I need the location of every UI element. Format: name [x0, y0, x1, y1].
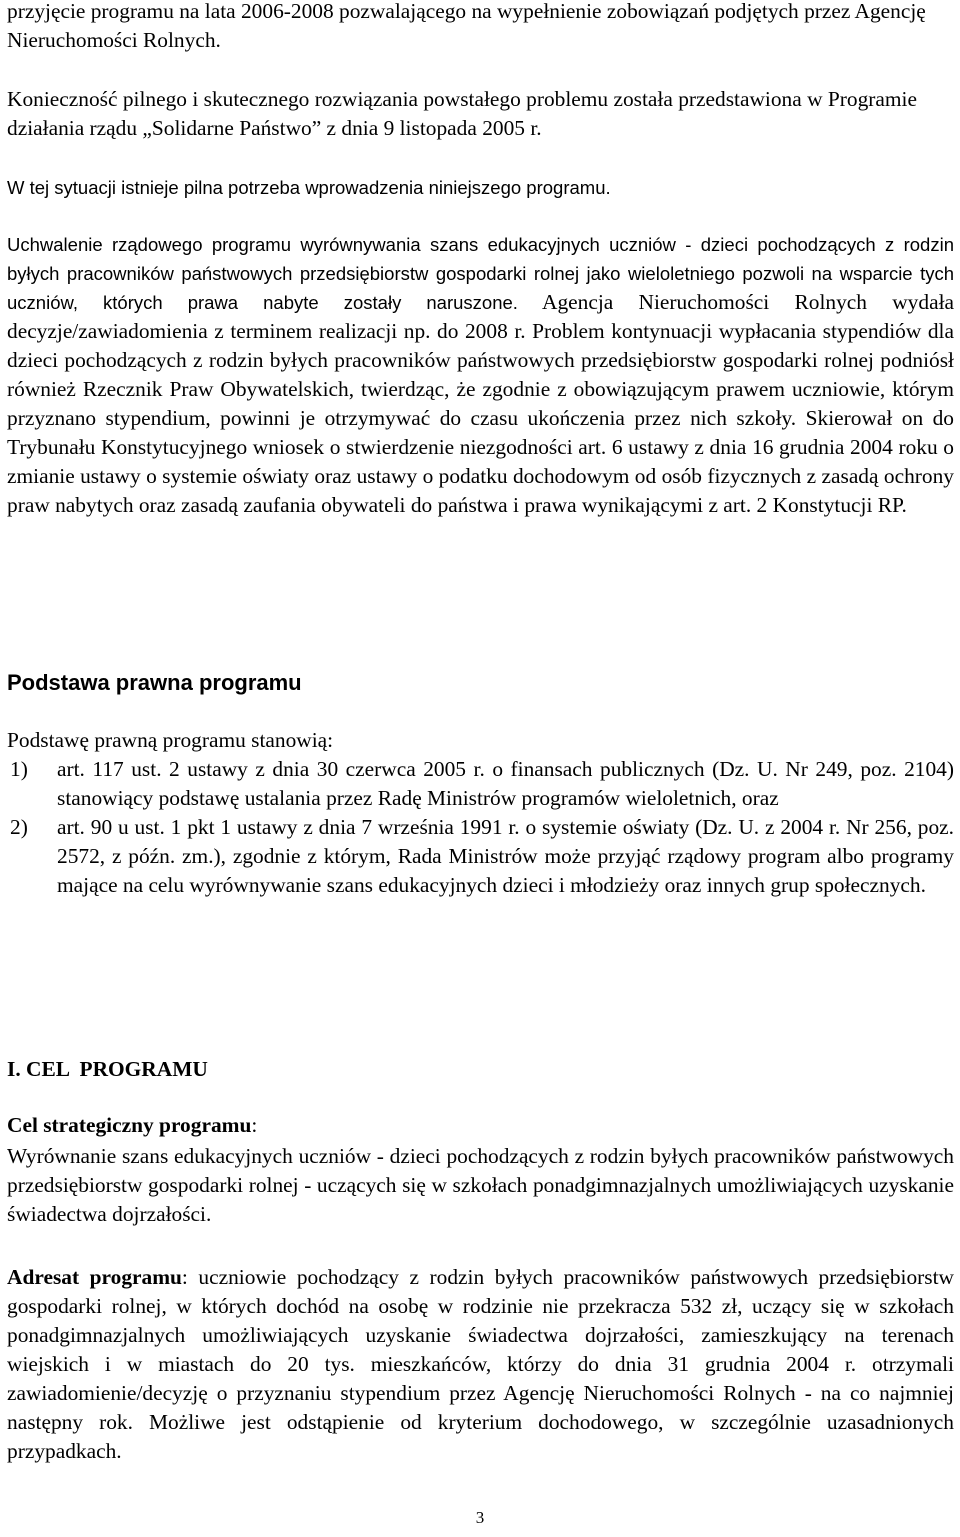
legal-basis-item-number: 1)	[10, 757, 28, 781]
page-number: 3	[475, 1508, 485, 1527]
legal-basis-list	[7, 755, 954, 900]
paragraph-urgent-need: W tej sytuacji istnieje pilna potrzeba wprowadzenia niniejszego programu.	[7, 177, 611, 198]
addressee-label: Adresat programu	[7, 1265, 182, 1289]
strategic-goal-label: Cel strategiczny programu	[7, 1113, 252, 1137]
heading-legal-basis: Podstawa prawna programu	[7, 670, 302, 695]
strategic-goal-text: Wyrównanie szans edukacyjnych uczniów - dzieci pochodzących z rodzin byłych pracowników państwowych przedsiębiorstw gospodarki rolnej - uczących się w szkołach ponadgimnazjalnych umożliwiających uzyskanie świadectwa dojrzałości.	[7, 1144, 954, 1226]
addressee-text: : uczniowie pochodzący z rodzin byłych pracowników państwowych przedsiębiorstw gospodarki rolnej, w których dochód na osobę w rodzinie nie przekracza 532 zł, uczący się w szkołach ponadgimnazjalnych umożliwiających uzyskanie świadectwa dojrzałości, zamieszkujący na terenach wiejskich i w miastach do 20 tys. mieszkańców, którzy do dnia 31 grudnia 2004 r. otrzymali zawiadomienie/decyzję o przyznaniu stypendium przez Agencję Nieruchomości Rolnych - na co najmniej następny rok. Możliwe jest odstąpienie od kryterium dochodowego, w szczególnie uzasadnionych przypadkach.	[7, 1265, 954, 1463]
paragraph-adoption	[7, 230, 954, 520]
legal-basis-item-text: art. 117 ust. 2 ustawy z dnia 30 czerwca 2005 r. o finansach publicznych (Dz. U. Nr 249, poz. 2104) stanowiący podstawę ustalania przez Radę Ministrów programów wieloletnich, oraz	[57, 757, 954, 810]
paragraph-addressee	[7, 1263, 954, 1466]
legal-basis-intro: Podstawę prawną programu stanowią:	[7, 728, 334, 752]
legal-basis-item-number: 2)	[10, 815, 28, 839]
legal-basis-item	[7, 755, 954, 813]
paragraph-adoption-serif: Agencja Nieruchomości Rolnych wydała decyzje/zawiadomienia z terminem realizacji np. do 2008 r. Problem kontynuacji wypłacania stypendiów dla dzieci pochodzących z rodzin byłych pracowników państwowych przedsiębiorstw gospodarki rolnej podniósł również Rzecznik Praw Obywatelskich, twierdząc, że zgodnie z obowiązującym prawem uczniowie, którym przyznano stypendium, powinni je otrzymywać do czasu ukończenia przez nich szkoły. Skierował on do Trybunału Konstytucyjnego wniosek o stwierdzenie niezgodności art. 6 ustawy z dnia 16 grudnia 2004 roku o zmianie ustawy o systemie oświaty oraz ustawy o podatku dochodowym od osób fizycznych z zasadą ochrony praw nabytych oraz zasadą zaufania obywateli do państwa i prawa wynikającymi z art. 2 Konstytucji RP.	[7, 290, 955, 517]
paragraph-adoption-sans: Uchwalenie rządowego programu wyrównywania szans edukacyjnych uczniów - dzieci pochodzących z rodzin byłych pracowników państwowych przedsiębiorstw gospodarki rolnej jako wieloletniego pozwoli na wsparcie tych uczniów, których prawa nabyte zostały naruszone.	[7, 234, 954, 313]
paragraph-intro-continued: przyjęcie programu na lata 2006-2008 pozwalającego na wypełnienie zobowiązań podjętych przez Agencję Nieruchomości Rolnych.	[7, 0, 926, 52]
strategic-goal-colon: :	[251, 1113, 258, 1137]
legal-basis-item-text: art. 90 u ust. 1 pkt 1 ustawy z dnia 7 września 1991 r. o systemie oświaty (Dz. U. z 2004 r. Nr 256, poz. 2572, z późn. zm.), zgodnie z którym, Rada Ministrów może przyjąć rządowy program albo programy mające na celu wyrównywanie szans edukacyjnych dzieci i młodzieży oraz innych grup społecznych.	[57, 815, 954, 897]
strategic-goal-heading	[7, 1111, 954, 1140]
heading-program-goal: I. CEL PROGRAMU	[7, 1057, 208, 1081]
paragraph-necessity: Konieczność pilnego i skutecznego rozwiązania powstałego problemu została przedstawiona w Programie działania rządu „Solidarne Państwo” z dnia 9 listopada 2005 r.	[7, 87, 917, 140]
legal-basis-item	[7, 813, 954, 900]
